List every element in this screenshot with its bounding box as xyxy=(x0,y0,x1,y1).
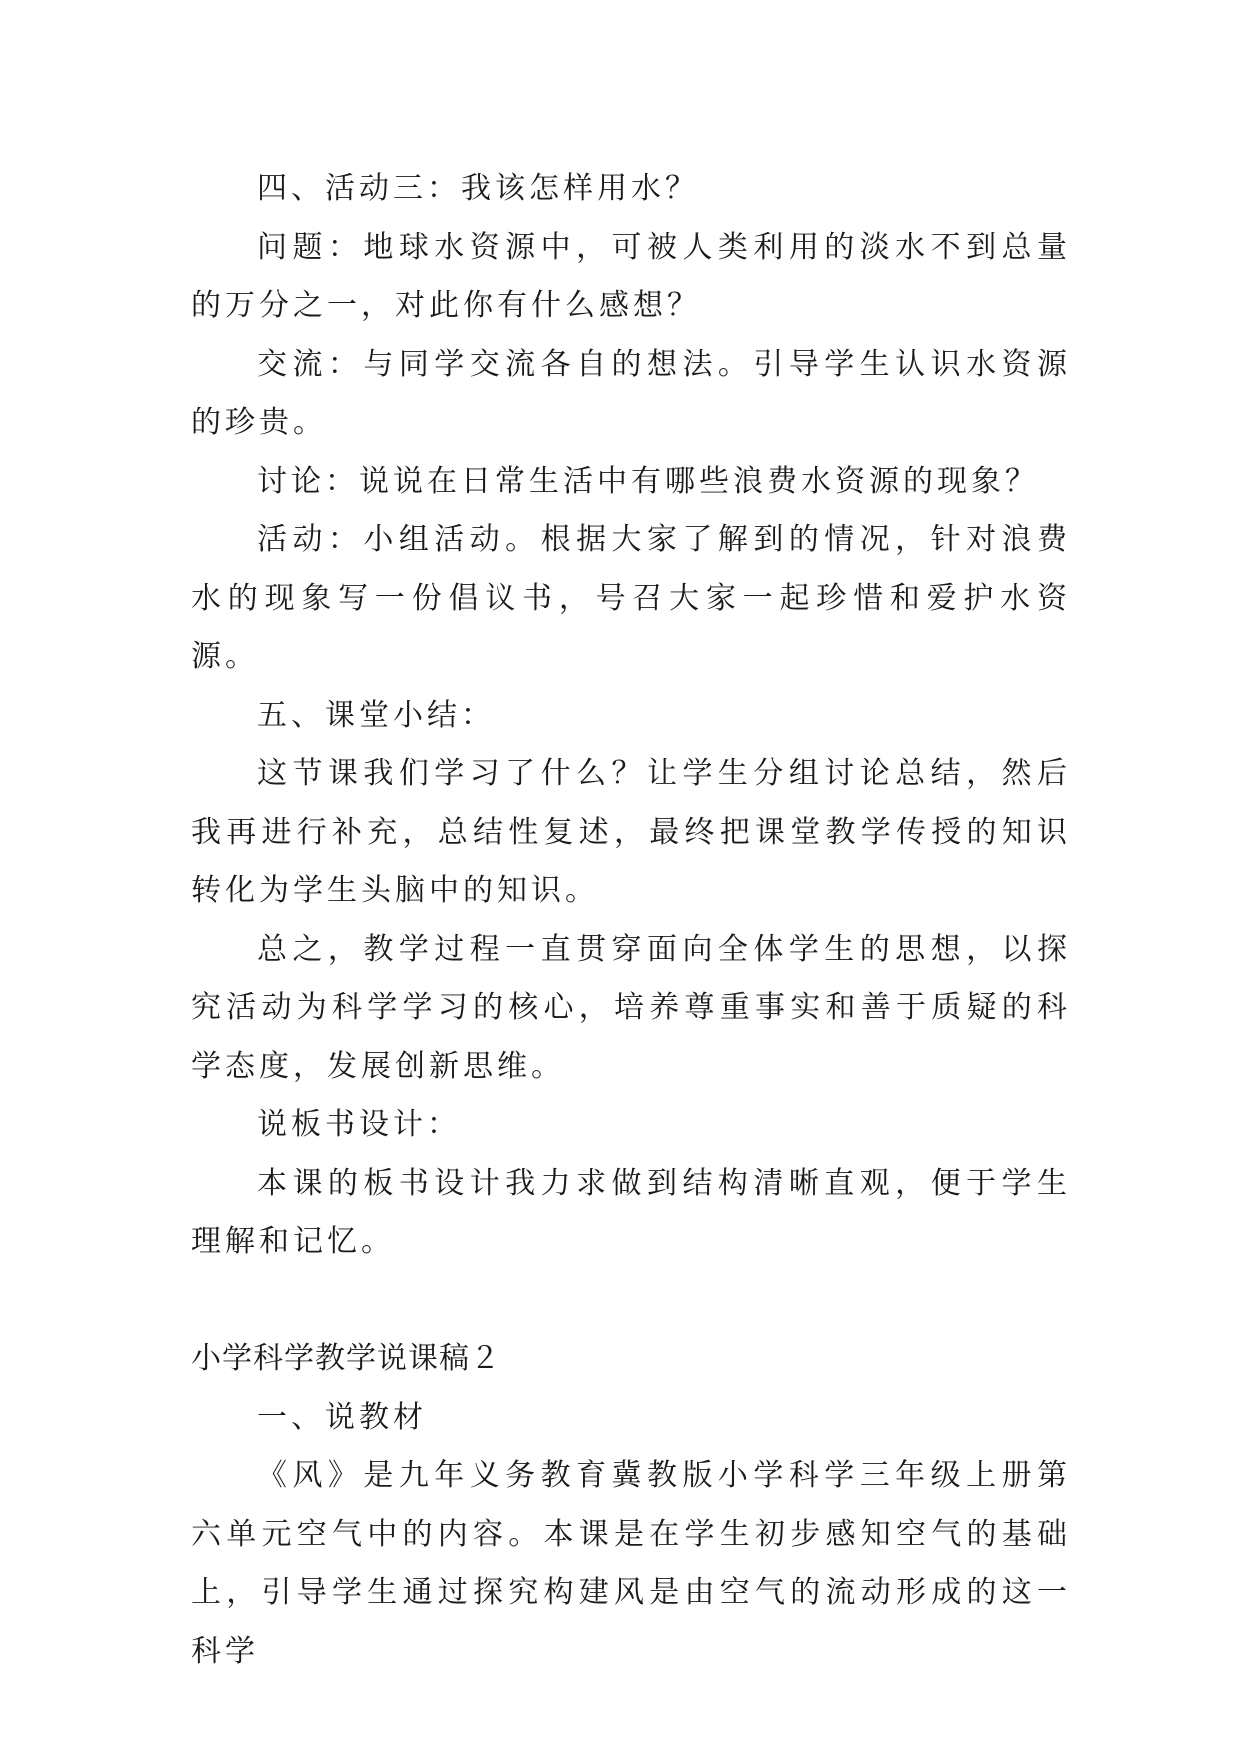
paragraph-board-design-heading: 说板书设计： xyxy=(257,1107,461,1142)
paragraph-summary: 这节课我们学习了什么？让学生分组讨论总结，然后我再进行补充，总结性复述，最终把课堂教学传授的知识转化为学生头脑中的知识。 xyxy=(191,756,1071,908)
paragraph-discussion: 讨论：说说在日常生活中有哪些浪费水资源的现象？ xyxy=(257,463,1039,499)
section-title: 小学科学教学说课稿２ xyxy=(191,1341,501,1376)
paragraph-activity: 活动：小组活动。根据大家了解到的情况，针对浪费水的现象写一份倡议书，号召大家一起珍惜和爱护水资源。 xyxy=(191,522,1071,674)
paragraph-exchange: 交流：与同学交流各自的想法。引导学生认识水资源的珍贵。 xyxy=(191,346,1071,440)
paragraph-conclusion: 总之，教学过程一直贯穿面向全体学生的思想，以探究活动为科学学习的核心，培养尊重事实和善于质疑的科学态度，发展创新思维。 xyxy=(191,931,1071,1084)
paragraph-board-design: 本课的板书设计我力求做到结构清晰直观，便于学生理解和记忆。 xyxy=(191,1165,1071,1259)
paragraph-question: 问题：地球水资源中，可被人类利用的淡水不到总量的万分之一，对此你有什么感想？ xyxy=(191,229,1071,323)
paragraph-textbook: 《风》是九年义务教育冀教版小学科学三年级上册第六单元空气中的内容。本课是在学生初步感知空气的基础上，引导学生通过探究构建风是由空气的流动形成的这一科学 xyxy=(191,1458,1071,1669)
paragraph-summary-heading: 五、课堂小结： xyxy=(257,697,495,733)
paragraph-textbook-heading: 一、说教材 xyxy=(257,1399,427,1435)
paragraph-activity-three-heading: 四、活动三：我该怎样用水？ xyxy=(257,171,699,206)
document-body xyxy=(191,160,1071,1681)
